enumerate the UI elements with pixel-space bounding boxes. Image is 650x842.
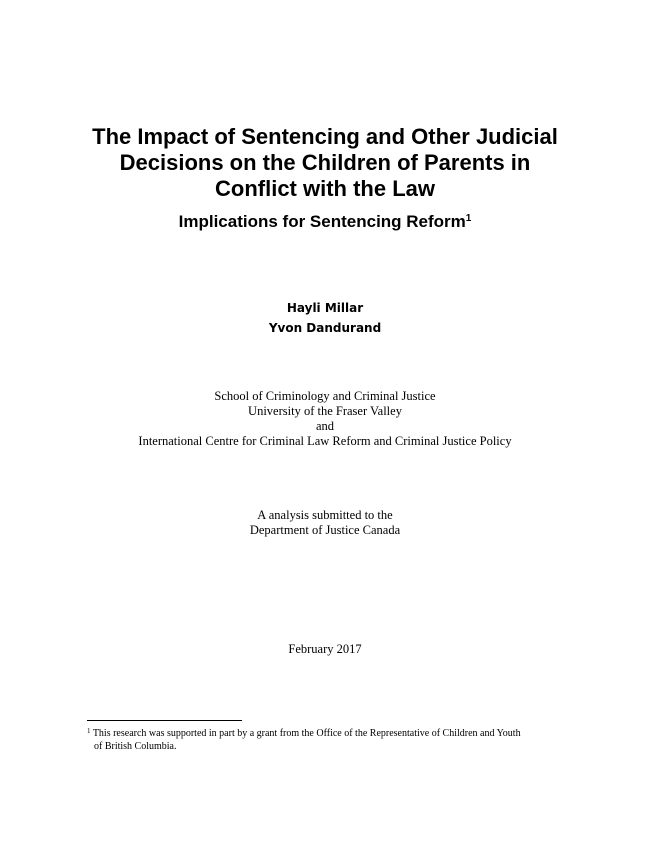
affiliation-line: and bbox=[315, 419, 335, 433]
subtitle-text: Implications for Sentencing Reform bbox=[178, 212, 466, 231]
affiliation-block bbox=[20, 389, 630, 449]
footnote bbox=[87, 727, 567, 753]
footnote-line bbox=[87, 727, 567, 740]
author-name: Hayli Millar bbox=[286, 301, 364, 315]
title-line: The Impact of Sentencing and Other Judicial bbox=[92, 124, 558, 149]
affiliation-line: International Centre for Criminal Law Reform and Criminal Justice Policy bbox=[138, 434, 512, 448]
document-subtitle bbox=[40, 211, 610, 233]
affiliation-line: University of the Fraser Valley bbox=[248, 404, 402, 418]
submission-line: Department of Justice Canada bbox=[249, 523, 401, 537]
footnote-text: This research was supported in part by a grant from the Office of the Representative of Children and Youth bbox=[92, 728, 521, 739]
footnote-line: of British Columbia. bbox=[94, 741, 177, 752]
author-list bbox=[40, 298, 610, 338]
publication-date: February 2017 bbox=[288, 642, 362, 656]
title-line: Decisions on the Children of Parents in bbox=[119, 150, 531, 175]
title-line: Conflict with the Law bbox=[215, 176, 435, 201]
footnote-divider bbox=[87, 720, 242, 721]
subtitle-footnote-marker[interactable]: 1 bbox=[465, 213, 472, 224]
footnote-marker: 1 bbox=[87, 727, 91, 735]
submission-note bbox=[40, 508, 610, 538]
author-name: Yvon Dandurand bbox=[268, 321, 382, 335]
submission-line: A analysis submitted to the bbox=[257, 508, 393, 522]
document-title bbox=[40, 124, 610, 202]
affiliation-line: School of Criminology and Criminal Justice bbox=[214, 389, 436, 403]
